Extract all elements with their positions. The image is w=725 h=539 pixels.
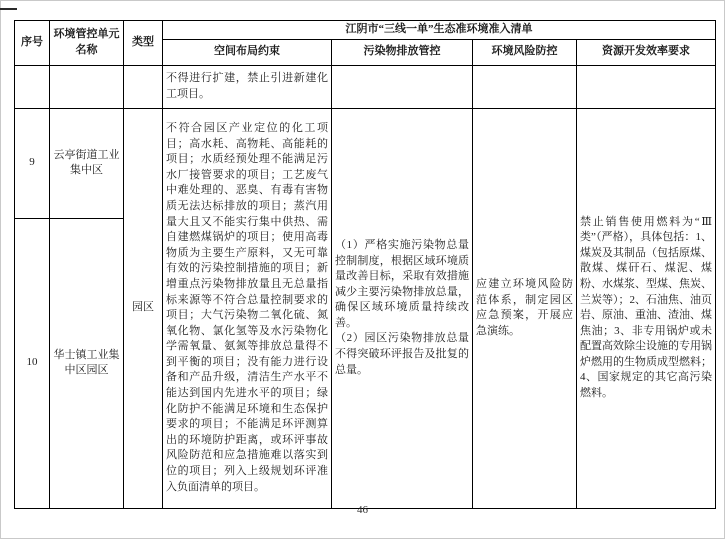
cell-seq-empty bbox=[15, 65, 50, 108]
col-header-seq: 序号 bbox=[15, 21, 50, 66]
cell-type-empty bbox=[124, 65, 163, 108]
cell-spatial-merged: 不符合园区产业定位的化工项目；高水耗、高物耗、高能耗的项目；水质经预处理不能满足污水厂接管要求的项目；工艺废气中难处理的、恶臭、有毒有害物质无法达标排放的项目；蒸汽用量大且又不能实行集中供热、需自建燃煤锅炉的项目；使用高毒物质为主要生产原料，又无可靠有效的污染控制措施的项目；新增重点污染物排放量且无总量指标来源等不符合总量控制要求的项目；大气污染物二氧化硫、氮氧化物、氯化氢等及水污染物化学需氧量、氨氮等排放总量得不到平衡的项目；没有能力进行设备和产品升级，清洁生产水平不能达到国内先进水平的项目；绿化防护不能满足环境和生态保护要求的项目；不能满足环评测算出的环境防护距离，或环评事故风险防范和应急措施难以落实到位的项目；列入上级规划环评准入负面清单的项目。 bbox=[163, 108, 332, 508]
col-header-risk: 环境风险防控 bbox=[473, 39, 577, 65]
table-row-9 bbox=[15, 108, 716, 218]
cell-risk-merged: 应建立环境风险防范体系，制定园区应急预案，开展应急演练。 bbox=[473, 108, 577, 508]
cell-name-9: 云亭街道工业集中区 bbox=[50, 108, 124, 218]
pollutant-paragraph-1: （1）严格实施污染物总量控制制度，根据区域环境质量改善目标，采取有效措施减少主要污染物排放总量，确保区域环境质量持续改善。 bbox=[335, 238, 469, 329]
col-header-spatial: 空间布局约束 bbox=[163, 39, 332, 65]
table-row-continuation bbox=[15, 65, 716, 108]
cell-spatial-continuation: 不得进行扩建，禁止引进新建化工项目。 bbox=[163, 65, 332, 108]
cell-seq-10: 10 bbox=[15, 218, 50, 508]
page-number: 46 bbox=[357, 504, 368, 516]
table-title: 江阴市“三线一单”生态准环境准入清单 bbox=[163, 21, 716, 40]
cell-pollutant-merged bbox=[332, 108, 473, 508]
col-header-pollutant: 污染物排放管控 bbox=[332, 39, 473, 65]
cell-resource-empty bbox=[577, 65, 716, 108]
corner-mark bbox=[0, 8, 17, 10]
cell-seq-9: 9 bbox=[15, 108, 50, 218]
cell-pollutant-empty bbox=[332, 65, 473, 108]
cell-name-empty bbox=[50, 65, 124, 108]
header-row-title bbox=[15, 21, 716, 40]
pollutant-paragraph-2: （2）园区污染物排放总量不得突破环评报告及批复的总量。 bbox=[335, 332, 469, 376]
cell-type-merged: 园区 bbox=[124, 108, 163, 508]
cell-name-10: 华士镇工业集中区园区 bbox=[50, 218, 124, 508]
access-list-table bbox=[14, 20, 716, 509]
cell-risk-empty bbox=[473, 65, 577, 108]
cell-resource-merged: 禁止销售使用燃料为“Ⅲ类”（严格），具体包括：1、煤炭及其制品（包括原煤、散煤、煤矸石、煤泥、煤粉、水煤浆、型煤、焦炭、兰炭等）；2、石油焦、油页岩、原油、重油、渣油、煤焦油；3、非专用锅炉或未配置高效除尘设施的专用锅炉燃用的生物质成型燃料；4、国家规定的其它高污染燃料。 bbox=[577, 108, 716, 508]
col-header-resource: 资源开发效率要求 bbox=[577, 39, 716, 65]
col-header-unit-name: 环境管控单元名称 bbox=[50, 21, 124, 66]
col-header-type: 类型 bbox=[124, 21, 163, 66]
